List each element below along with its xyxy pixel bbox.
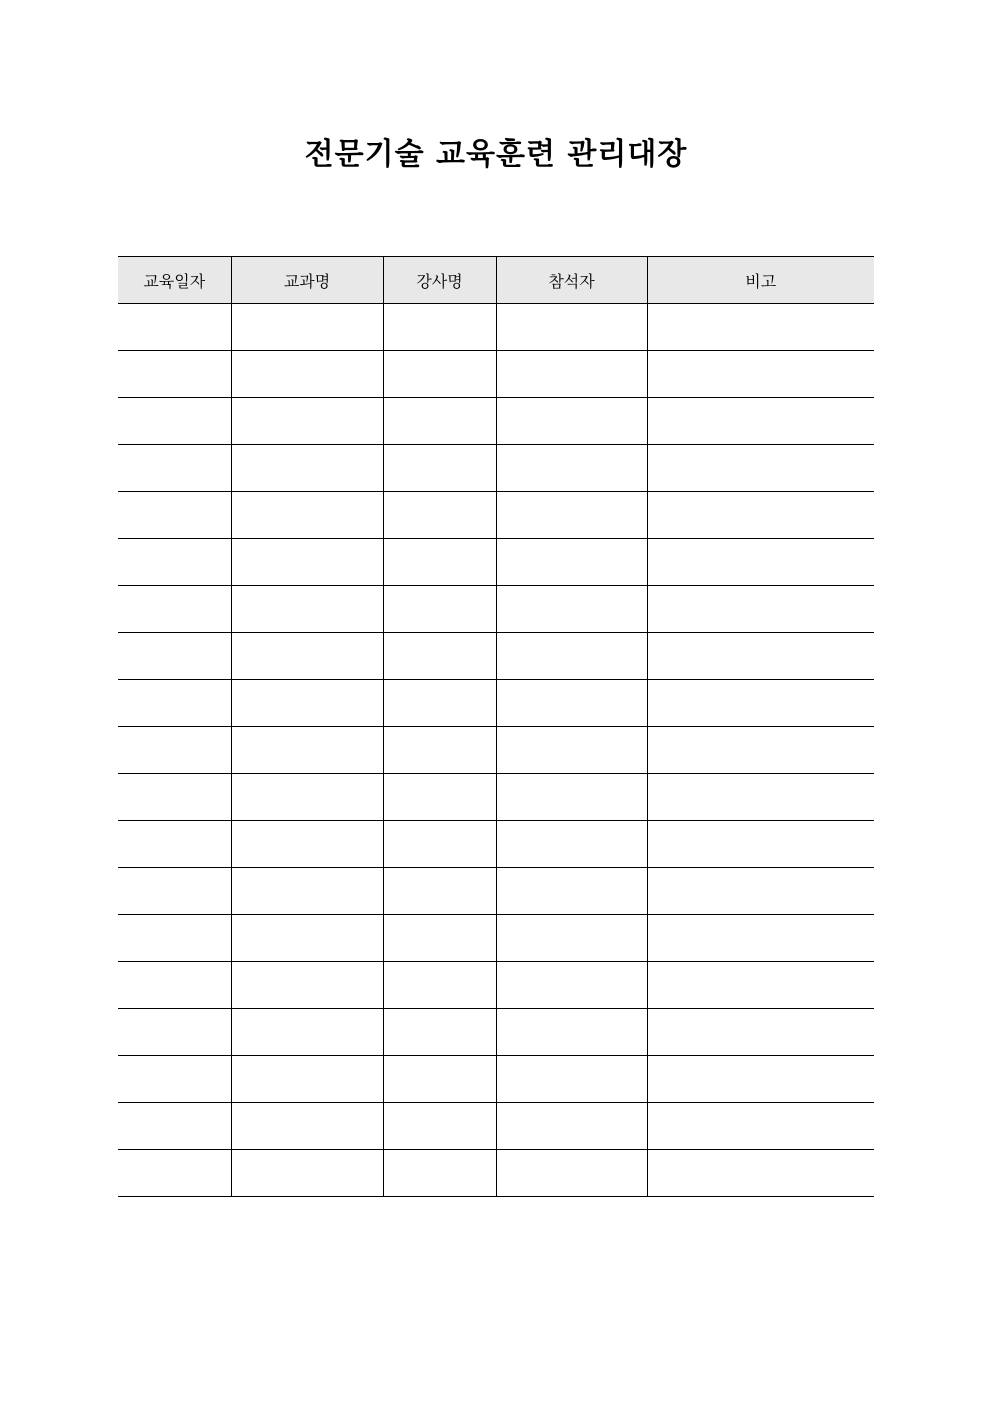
training-date-cell[interactable] xyxy=(118,915,231,962)
table-row xyxy=(118,351,874,398)
course-name-cell[interactable] xyxy=(231,680,383,727)
remarks-cell[interactable] xyxy=(647,821,874,868)
attendees-cell[interactable] xyxy=(496,962,647,1009)
course-name-cell[interactable] xyxy=(231,868,383,915)
column-header-instructor-name: 강사명 xyxy=(383,257,496,304)
course-name-cell[interactable] xyxy=(231,1103,383,1150)
training-date-cell[interactable] xyxy=(118,821,231,868)
instructor-name-cell[interactable] xyxy=(383,633,496,680)
course-name-cell[interactable] xyxy=(231,539,383,586)
training-date-cell[interactable] xyxy=(118,351,231,398)
attendees-cell[interactable] xyxy=(496,868,647,915)
table-header-row xyxy=(118,257,874,304)
attendees-cell[interactable] xyxy=(496,727,647,774)
table-row xyxy=(118,915,874,962)
instructor-name-cell[interactable] xyxy=(383,774,496,821)
table-row xyxy=(118,1009,874,1056)
course-name-cell[interactable] xyxy=(231,1056,383,1103)
training-date-cell[interactable] xyxy=(118,445,231,492)
attendees-cell[interactable] xyxy=(496,539,647,586)
table-row xyxy=(118,445,874,492)
course-name-cell[interactable] xyxy=(231,821,383,868)
training-ledger-table xyxy=(118,256,874,1197)
table-body xyxy=(118,304,874,1197)
training-date-cell[interactable] xyxy=(118,868,231,915)
training-date-cell[interactable] xyxy=(118,304,231,351)
remarks-cell[interactable] xyxy=(647,774,874,821)
column-header-training-date: 교육일자 xyxy=(118,257,231,304)
attendees-cell[interactable] xyxy=(496,915,647,962)
table-row xyxy=(118,868,874,915)
column-header-remarks: 비고 xyxy=(647,257,874,304)
remarks-cell[interactable] xyxy=(647,586,874,633)
table-row xyxy=(118,1103,874,1150)
remarks-cell[interactable] xyxy=(647,1056,874,1103)
attendees-cell[interactable] xyxy=(496,1009,647,1056)
instructor-name-cell[interactable] xyxy=(383,586,496,633)
remarks-cell[interactable] xyxy=(647,539,874,586)
table-row xyxy=(118,1056,874,1103)
instructor-name-cell[interactable] xyxy=(383,398,496,445)
course-name-cell[interactable] xyxy=(231,962,383,1009)
attendees-cell[interactable] xyxy=(496,586,647,633)
table-row xyxy=(118,304,874,351)
instructor-name-cell[interactable] xyxy=(383,1150,496,1197)
attendees-cell[interactable] xyxy=(496,821,647,868)
training-date-cell[interactable] xyxy=(118,586,231,633)
course-name-cell[interactable] xyxy=(231,492,383,539)
training-date-cell[interactable] xyxy=(118,962,231,1009)
remarks-cell[interactable] xyxy=(647,1009,874,1056)
instructor-name-cell[interactable] xyxy=(383,821,496,868)
training-date-cell[interactable] xyxy=(118,1009,231,1056)
course-name-cell[interactable] xyxy=(231,774,383,821)
attendees-cell[interactable] xyxy=(496,351,647,398)
attendees-cell[interactable] xyxy=(496,680,647,727)
attendees-cell[interactable] xyxy=(496,445,647,492)
course-name-cell[interactable] xyxy=(231,915,383,962)
course-name-cell[interactable] xyxy=(231,304,383,351)
remarks-cell[interactable] xyxy=(647,915,874,962)
instructor-name-cell[interactable] xyxy=(383,1103,496,1150)
remarks-cell[interactable] xyxy=(647,1103,874,1150)
training-date-cell[interactable] xyxy=(118,633,231,680)
attendees-cell[interactable] xyxy=(496,633,647,680)
instructor-name-cell[interactable] xyxy=(383,1009,496,1056)
instructor-name-cell[interactable] xyxy=(383,680,496,727)
instructor-name-cell[interactable] xyxy=(383,915,496,962)
column-header-attendees: 참석자 xyxy=(496,257,647,304)
remarks-cell[interactable] xyxy=(647,633,874,680)
table-row xyxy=(118,539,874,586)
remarks-cell[interactable] xyxy=(647,304,874,351)
instructor-name-cell[interactable] xyxy=(383,539,496,586)
instructor-name-cell[interactable] xyxy=(383,962,496,1009)
table-row xyxy=(118,586,874,633)
attendees-cell[interactable] xyxy=(496,492,647,539)
instructor-name-cell[interactable] xyxy=(383,1056,496,1103)
remarks-cell[interactable] xyxy=(647,398,874,445)
remarks-cell[interactable] xyxy=(647,1150,874,1197)
table-row xyxy=(118,774,874,821)
remarks-cell[interactable] xyxy=(647,351,874,398)
course-name-cell[interactable] xyxy=(231,633,383,680)
table-row xyxy=(118,492,874,539)
remarks-cell[interactable] xyxy=(647,868,874,915)
attendees-cell[interactable] xyxy=(496,398,647,445)
training-date-cell[interactable] xyxy=(118,680,231,727)
instructor-name-cell[interactable] xyxy=(383,304,496,351)
table-row xyxy=(118,1150,874,1197)
instructor-name-cell[interactable] xyxy=(383,351,496,398)
training-date-cell[interactable] xyxy=(118,727,231,774)
table-row xyxy=(118,821,874,868)
remarks-cell[interactable] xyxy=(647,680,874,727)
course-name-cell[interactable] xyxy=(231,398,383,445)
training-date-cell[interactable] xyxy=(118,539,231,586)
course-name-cell[interactable] xyxy=(231,586,383,633)
remarks-cell[interactable] xyxy=(647,492,874,539)
course-name-cell[interactable] xyxy=(231,1150,383,1197)
remarks-cell[interactable] xyxy=(647,445,874,492)
instructor-name-cell[interactable] xyxy=(383,445,496,492)
instructor-name-cell[interactable] xyxy=(383,868,496,915)
training-date-cell[interactable] xyxy=(118,398,231,445)
attendees-cell[interactable] xyxy=(496,1056,647,1103)
training-date-cell[interactable] xyxy=(118,1056,231,1103)
course-name-cell[interactable] xyxy=(231,1009,383,1056)
table-row xyxy=(118,680,874,727)
remarks-cell[interactable] xyxy=(647,727,874,774)
column-header-course-name: 교과명 xyxy=(231,257,383,304)
table-row xyxy=(118,727,874,774)
table-row xyxy=(118,633,874,680)
attendees-cell[interactable] xyxy=(496,1150,647,1197)
remarks-cell[interactable] xyxy=(647,962,874,1009)
training-date-cell[interactable] xyxy=(118,492,231,539)
attendees-cell[interactable] xyxy=(496,1103,647,1150)
page-title: 전문기술 교육훈련 관리대장 xyxy=(304,137,688,172)
training-date-cell[interactable] xyxy=(118,774,231,821)
table-row xyxy=(118,962,874,1009)
course-name-cell[interactable] xyxy=(231,445,383,492)
training-date-cell[interactable] xyxy=(118,1103,231,1150)
attendees-cell[interactable] xyxy=(496,774,647,821)
course-name-cell[interactable] xyxy=(231,351,383,398)
training-date-cell[interactable] xyxy=(118,1150,231,1197)
course-name-cell[interactable] xyxy=(231,727,383,774)
table-row xyxy=(118,398,874,445)
instructor-name-cell[interactable] xyxy=(383,727,496,774)
instructor-name-cell[interactable] xyxy=(383,492,496,539)
attendees-cell[interactable] xyxy=(496,304,647,351)
